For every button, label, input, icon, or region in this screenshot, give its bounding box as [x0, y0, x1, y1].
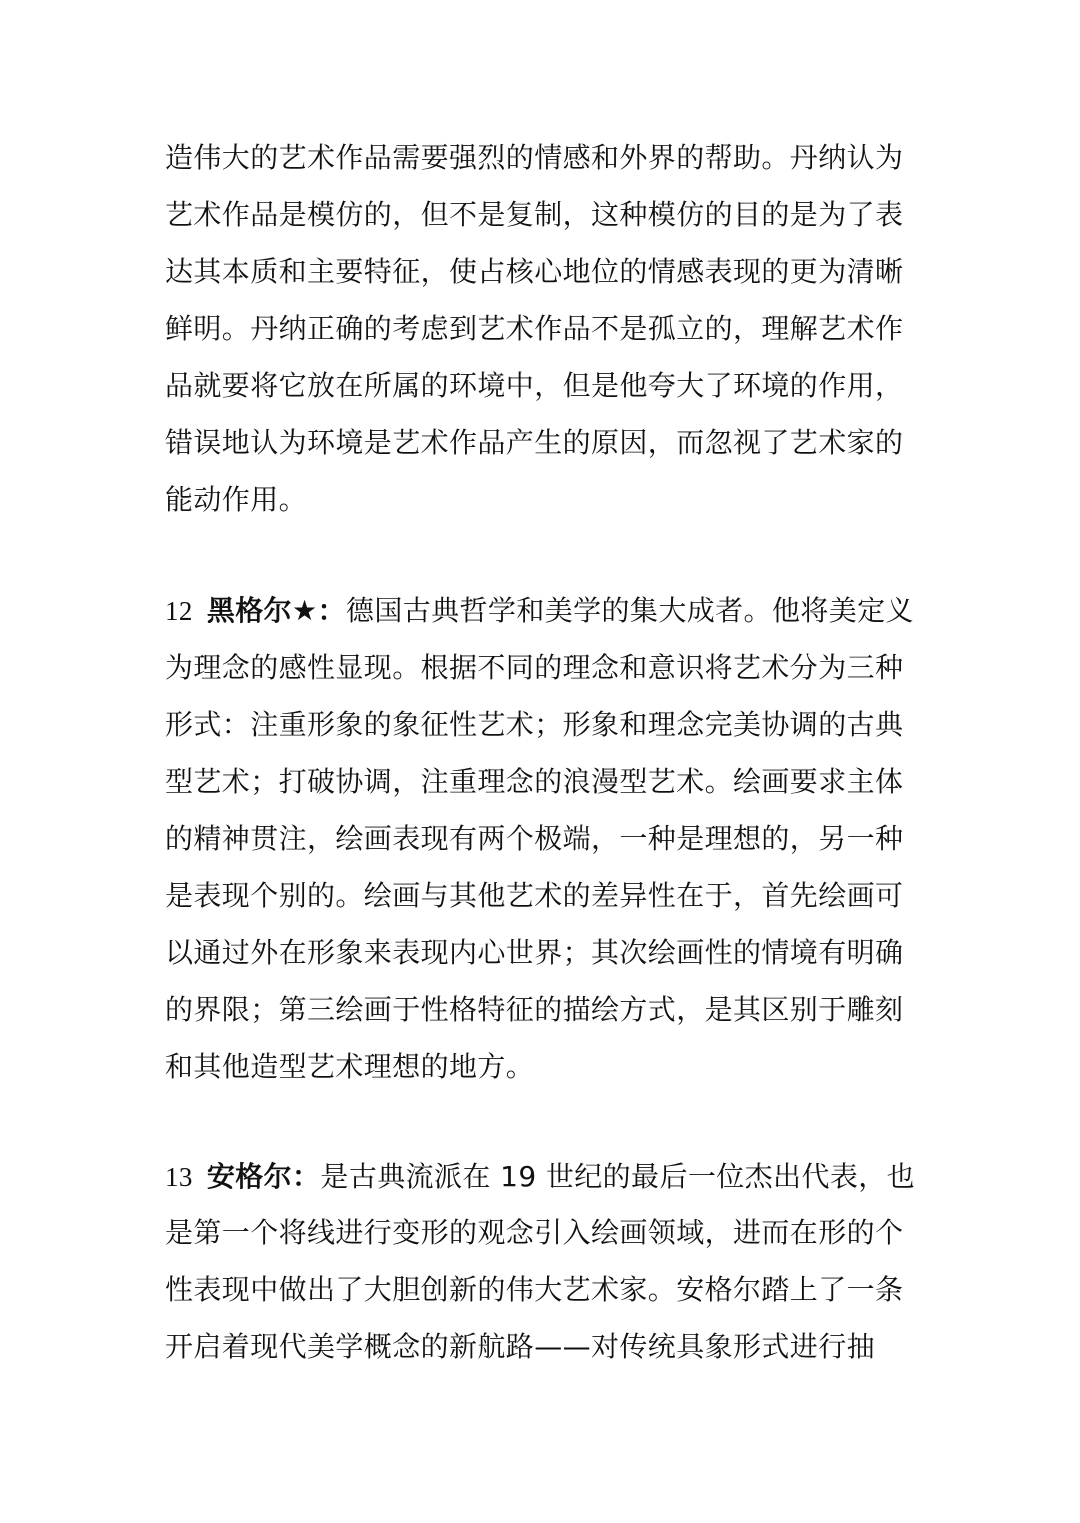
text-line: 和其他造型艺术理想的地方。	[165, 1050, 535, 1083]
text-line: 造伟大的艺术作品需要强烈的情感和外界的帮助。丹纳认为	[165, 141, 904, 174]
text-line: 型艺术；打破协调，注重理念的浪漫型艺术。绘画要求主体	[165, 765, 904, 798]
text-line: 性表现中做出了大胆创新的伟大艺术家。安格尔踏上了一条	[165, 1273, 904, 1306]
text-line: 能动作用。	[165, 483, 308, 516]
text-run: 德国古典哲学和美学的集大成者。他将美定义	[345, 594, 914, 627]
paragraph-13-first-line	[165, 1149, 925, 1205]
item-number: 12	[165, 596, 193, 626]
text-line: 品就要将它放在所属的环境中，但是他夸大了环境的作用，	[165, 369, 904, 402]
text-line: 是表现个别的。绘画与其他艺术的差异性在于，首先绘画可	[165, 879, 904, 912]
text-line: 为理念的感性显现。根据不同的理念和意识将艺术分为三种	[165, 651, 904, 684]
text-line: 艺术作品是模仿的，但不是复制，这种模仿的目的是为了表	[165, 198, 904, 231]
text-line: 形式：注重形象的象征性艺术；形象和理念完美协调的古典	[165, 708, 904, 741]
text-line: 开启着现代美学概念的新航路——对传统具象形式进行抽	[165, 1330, 876, 1363]
term-heading: 黑格尔★：	[206, 594, 346, 627]
text-line: 达其本质和主要特征，使占核心地位的情感表现的更为清晰	[165, 255, 904, 288]
term-heading: 安格尔：	[206, 1160, 321, 1193]
text-line: 的界限；第三绘画于性格特征的描绘方式，是其区别于雕刻	[165, 993, 904, 1026]
text-line: 以通过外在形象来表现内心世界；其次绘画性的情境有明确	[165, 936, 904, 969]
text-line: 错误地认为环境是艺术作品产生的原因，而忽视了艺术家的	[165, 426, 904, 459]
text-run: 是古典流派在 19 世纪的最后一位杰出代表，也	[320, 1160, 916, 1193]
text-line: 鲜明。丹纳正确的考虑到艺术作品不是孤立的，理解艺术作	[165, 312, 904, 345]
text-line: 的精神贯注，绘画表现有两个极端，一种是理想的，另一种	[165, 822, 904, 855]
item-number: 13	[165, 1162, 193, 1192]
paragraph-12-first-line	[165, 583, 925, 639]
text-line: 是第一个将线进行变形的观念引入绘画领域，进而在形的个	[165, 1216, 904, 1249]
